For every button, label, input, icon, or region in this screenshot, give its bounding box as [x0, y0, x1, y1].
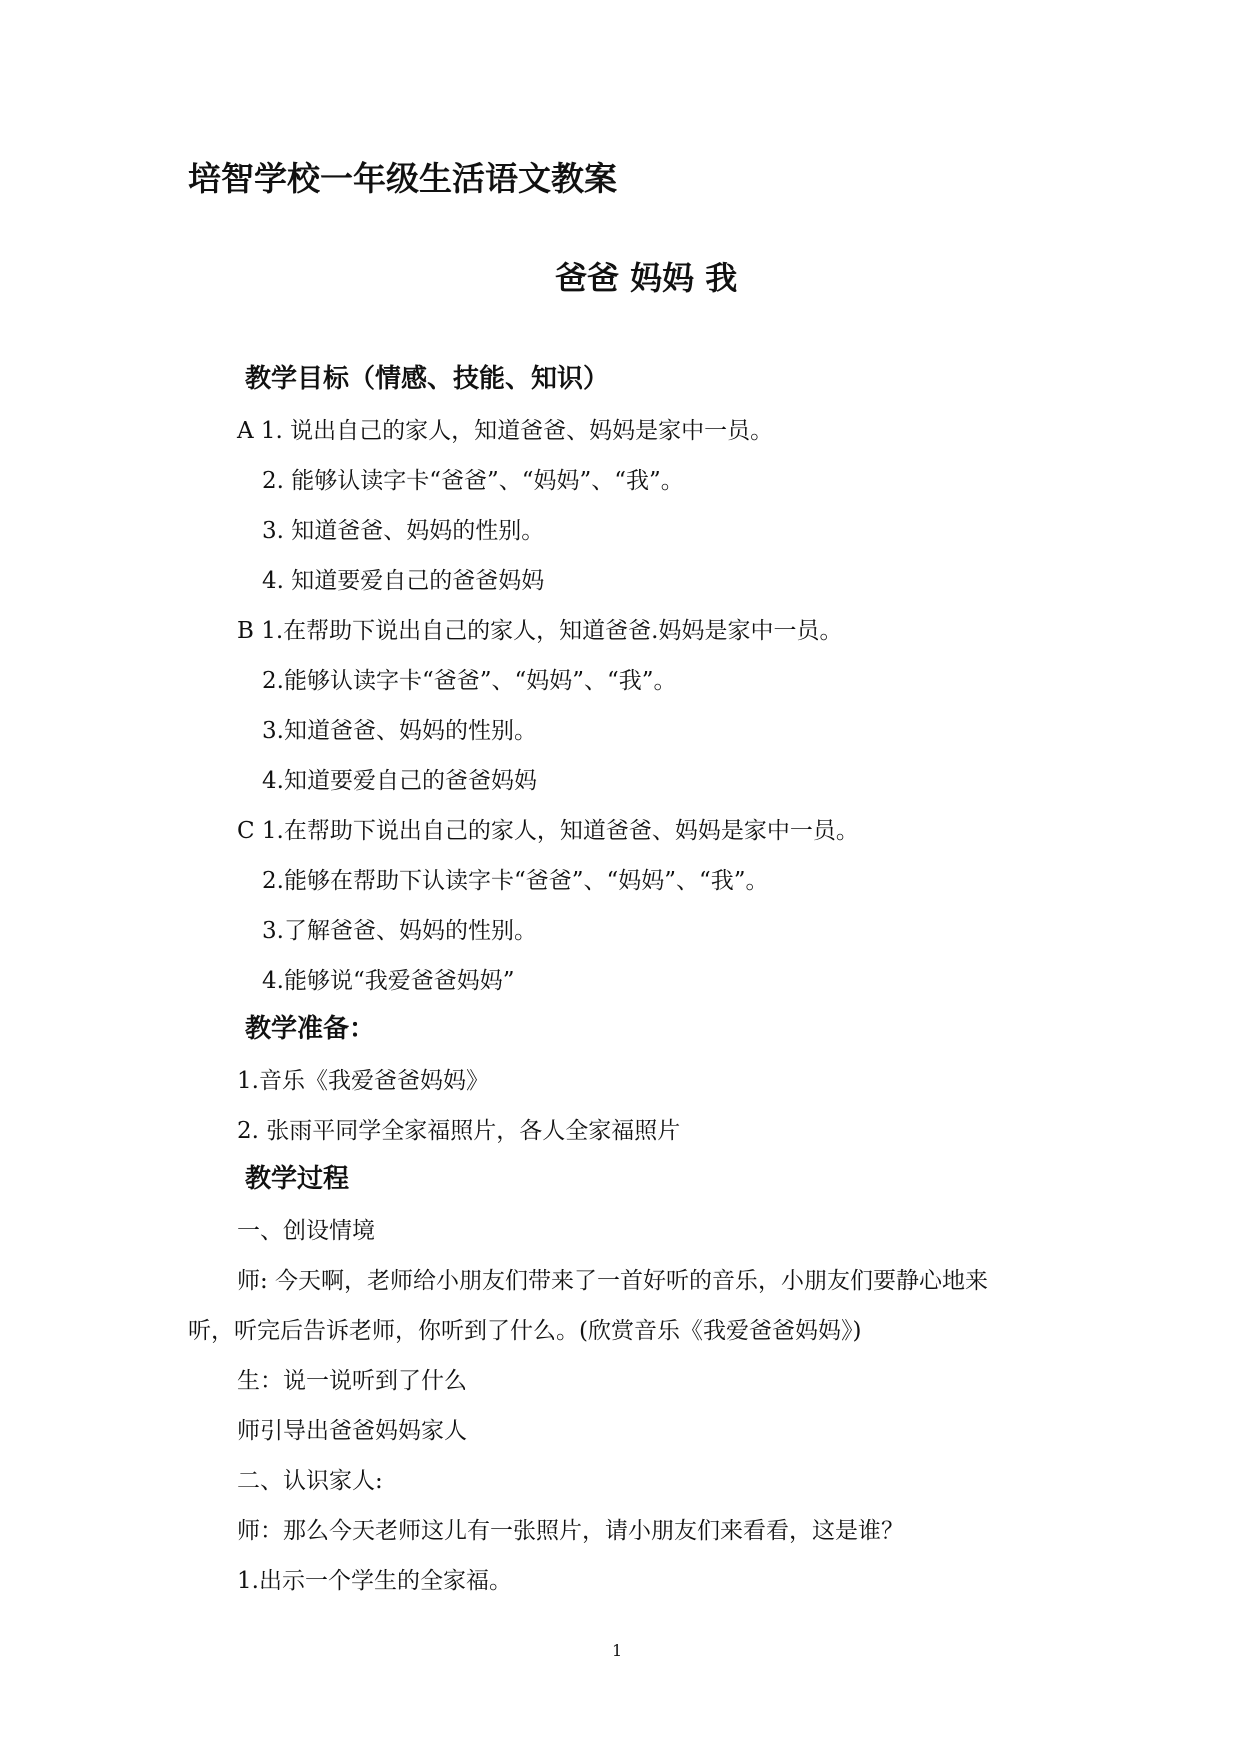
lesson-title: 爸爸 妈妈 我: [555, 259, 738, 297]
objective-line: 3.知道爸爸、妈妈的性别。: [262, 718, 537, 744]
process-line: 1.出示一个学生的全家福。: [237, 1568, 512, 1594]
objective-line: 4.能够说“我爱爸爸妈妈”: [262, 968, 515, 994]
process-line: 一、创设情境: [237, 1218, 375, 1244]
objective-line: C 1.在帮助下说出自己的家人，知道爸爸、妈妈是家中一员。: [237, 818, 859, 844]
process-heading: 教学过程: [245, 1164, 350, 1194]
objective-line: 4. 知道要爱自己的爸爸妈妈: [262, 568, 545, 594]
objective-line: 2. 能够认读字卡“爸爸”、“妈妈”、“我”。: [262, 468, 684, 494]
objectives-heading: 教学目标（情感、技能、知识）: [245, 364, 610, 394]
objective-line: 3. 知道爸爸、妈妈的性别。: [262, 518, 545, 544]
page-number: 1: [612, 1641, 623, 1660]
objective-line: A 1. 说出自己的家人，知道爸爸、妈妈是家中一员。: [237, 418, 774, 444]
objective-line: 4.知道要爱自己的爸爸妈妈: [262, 768, 537, 794]
preparation-line: 2. 张雨平同学全家福照片，各人全家福照片: [237, 1118, 681, 1144]
objective-line: 3.了解爸爸、妈妈的性别。: [262, 918, 537, 944]
process-line: 师引导出爸爸妈妈家人: [237, 1418, 467, 1444]
preparation-heading: 教学准备：: [245, 1014, 376, 1044]
document-title: 培智学校一年级生活语文教案: [188, 159, 617, 198]
process-line: 师: 今天啊，老师给小朋友们带来了一首好听的音乐，小朋友们要静心地来: [237, 1268, 989, 1294]
objective-line: 2.能够认读字卡“爸爸”、“妈妈”、“我”。: [262, 668, 677, 694]
process-line: 听，听完后告诉老师，你听到了什么。(欣赏音乐《我爱爸爸妈妈》): [188, 1318, 862, 1344]
objective-line: 2.能够在帮助下认读字卡“爸爸”、“妈妈”、“我”。: [262, 868, 769, 894]
objective-line: B 1.在帮助下说出自己的家人，知道爸爸.妈妈是家中一员。: [237, 618, 843, 644]
process-line: 二、认识家人:: [237, 1468, 383, 1494]
process-line: 师：那么今天老师这儿有一张照片，请小朋友们来看看，这是谁？: [237, 1518, 904, 1544]
preparation-line: 1.音乐《我爱爸爸妈妈》: [237, 1068, 489, 1094]
process-line: 生：说一说听到了什么: [237, 1368, 467, 1394]
